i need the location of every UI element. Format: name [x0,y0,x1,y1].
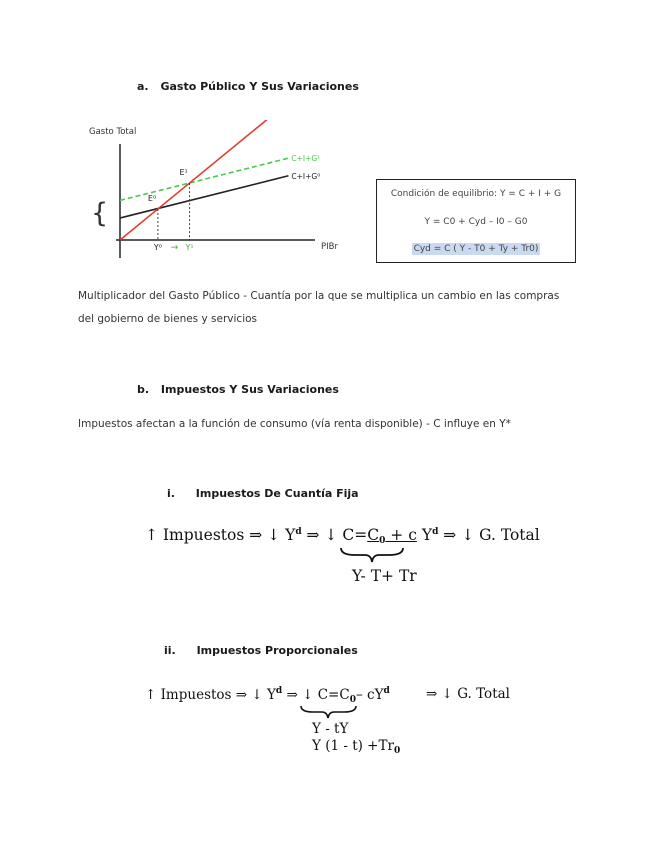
formula2-c-eq: C=C [317,687,350,703]
down-arrow-icon: ↓ [319,526,343,544]
equilibrium-xlabel-1: Y¹ [185,243,194,252]
formula1-y: Y [285,526,296,544]
down-arrow-icon: ↓ [456,526,480,544]
section-b-title: Impuestos Y Sus Variaciones [160,383,339,396]
chart-ylabel: Gasto Total [89,127,137,137]
down-arrow-icon: ↓ [437,686,458,702]
formula1-plus-c: + c [385,526,417,544]
equilibrium-condition-box [376,179,576,263]
section-a-title: Gasto Público Y Sus Variaciones [160,80,359,93]
implies-icon: ⇒ [282,687,298,703]
equilibrium-line-3 [377,244,575,254]
formula2-impuestos: Impuestos [156,687,236,703]
shift-arrow-icon: → [170,243,179,253]
formula1-c-eq: C= [342,526,368,544]
implies-icon: ⇒ [438,526,457,544]
implies-icon: ⇒ [235,687,248,703]
formula1-sub0: 0 [379,536,386,546]
formula1-brace-icon [337,545,407,565]
formula1-y2: Y [416,526,433,544]
formula1-sup-d: d [295,527,302,537]
formula2-minus-c: – cY [355,687,384,703]
equilibrium-line-1: Condición de equilibrio: Y = C + I + G [390,189,562,199]
section-ii-heading [164,644,358,657]
formula1-sup-d2: d [432,527,439,537]
taxes-paragraph: Impuestos afectan a la función de consumo (vía renta disponible) - C influye en Y* [78,418,511,430]
formula1-c0-group [367,526,417,544]
formula1-brace-label: Y- T+ Tr [352,567,417,585]
equilibrium-line-3-highlight: Cyd = C ( Y - T0 + Ty + Tr0) [413,244,539,254]
equilibrium-label-1: E¹ [179,168,188,178]
section-a-marker: a. [137,80,149,93]
chart-brace: { [91,198,109,229]
proportional-tax-formula [145,686,390,705]
formula1-c0: C [367,526,380,544]
series-line-2 [120,120,273,240]
fixed-tax-formula [145,526,540,546]
equilibrium-label-0: E⁰ [147,193,157,203]
formula2-line3 [312,738,400,756]
formula2-brace-icon [298,704,360,720]
formula2-line2: Y - tY [312,721,349,737]
series-label-0: C+I+G¹ [291,154,321,164]
formula2-line3-main: Y (1 - t) +Tr [312,738,394,754]
chart-xlabel: PIBr [321,242,338,252]
implies-icon: ⇒ [301,526,320,544]
formula2-line3-sub: 0 [393,746,401,756]
down-arrow-icon: ↓ [297,687,318,703]
section-i-title: Impuestos De Cuantía Fija [195,487,359,500]
up-arrow-icon: ↑ [145,526,158,544]
multiplier-paragraph: Multiplicador del Gasto Público - Cuantía por la que se multiplica un cambio en las compras del gobierno de bienes y servicios [78,290,560,325]
section-b-heading [137,383,339,396]
formula2-sup-d: d [275,686,283,696]
section-a-heading [137,80,359,93]
series-label-1: C+I+G⁰ [291,171,321,181]
down-arrow-icon: ↓ [247,687,267,703]
formula2-y: Y [266,687,276,703]
section-ii-title: Impuestos Proporcionales [196,644,358,657]
up-arrow-icon: ↑ [145,687,157,703]
formula2-sub0: 0 [349,695,356,705]
gasto-total-chart [85,120,375,270]
series-line-1 [120,176,288,218]
equilibrium-line-2: Y = C0 + Cyd – I0 – G0 [424,217,528,227]
equilibrium-xlabel-0: Y⁰ [153,243,162,252]
series-line-0 [120,158,288,200]
formula2-total: G. Total [457,686,510,702]
section-ii-marker: ii. [164,644,176,657]
formula2-total-group [426,686,510,702]
formula1-total: G. Total [479,526,540,544]
implies-icon: ⇒ [249,526,263,544]
section-b-marker: b. [137,383,150,396]
formula1-impuestos: Impuestos [158,526,250,544]
formula2-sup-d2: d [383,686,390,696]
down-arrow-icon: ↓ [262,526,286,544]
implies-icon: ⇒ [426,686,438,702]
section-i-marker: i. [167,487,175,500]
section-i-heading [167,487,359,500]
